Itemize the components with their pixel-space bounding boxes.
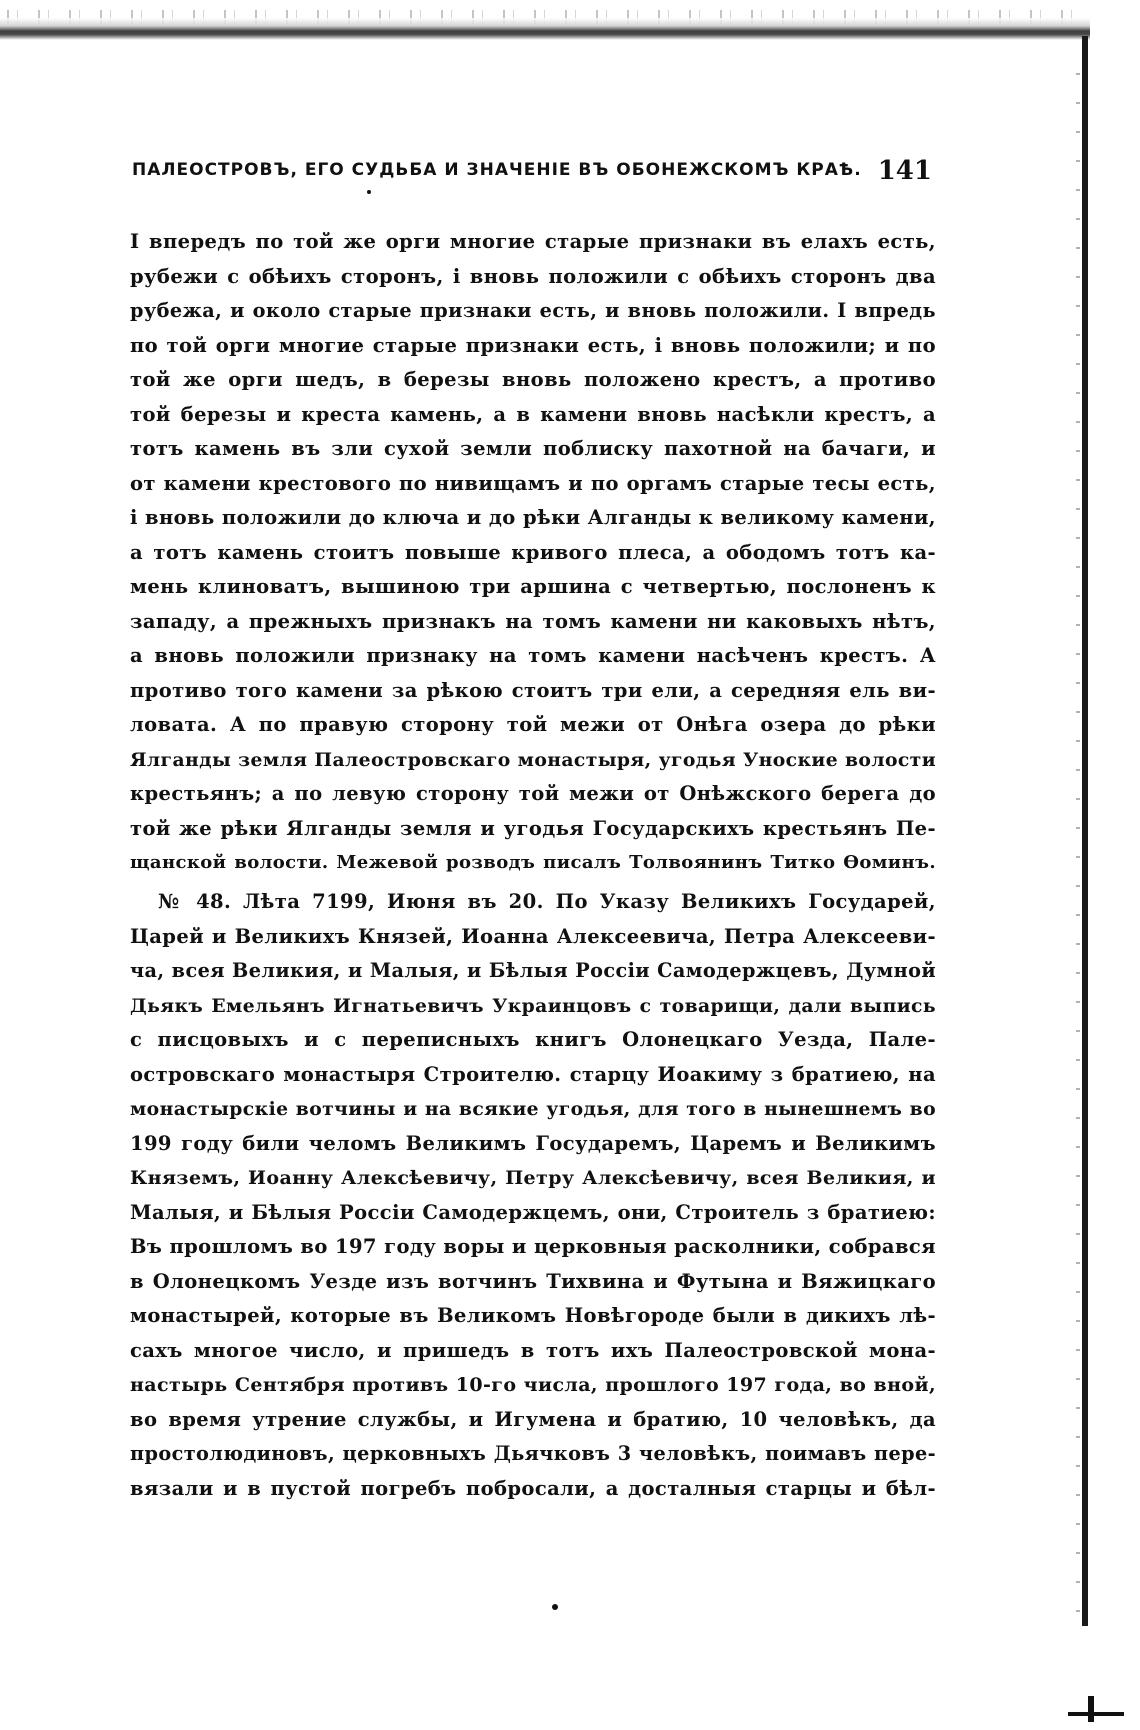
paragraph-document-48 <box>130 885 936 1506</box>
text-line: Въ прошломъ во 197 году воры и церковныя расколники, собрався <box>130 1235 936 1258</box>
scan-corner-mark <box>1068 1694 1124 1724</box>
text-line: Ялганды земля Палеостровскаго монастыря, угодья Уноские волости <box>130 748 936 771</box>
text-line: во время утрение службы, и Игумена и братию, 10 человѣкъ, да <box>130 1407 936 1431</box>
stray-ink-dot <box>552 1604 558 1610</box>
paragraph-boundary-description <box>130 225 936 881</box>
text-line: Царей и Великихъ Князей, Иоанна Алексеевича, Петра Алексееви- <box>130 924 936 948</box>
text-line: щанской волости. Межевой розводъ писалъ Толвоянинъ Титко Ѳоминъ. <box>130 852 936 873</box>
text-line: той же орги шедъ, в березы вновь положено крестъ, а противо <box>130 368 936 391</box>
text-line: в Олонецкомъ Уезде изъ вотчинъ Тихвина и Футына и Вяжицкаго <box>130 1269 936 1293</box>
scan-top-edge <box>0 18 1090 40</box>
text-line: рубежи с обѣихъ сторонъ, і вновь положили с обѣихъ сторонъ два <box>130 264 936 288</box>
stray-ink-dot <box>367 190 371 194</box>
running-header <box>132 156 932 186</box>
text-line: противо того камени за рѣкою стоитъ три ели, а середняя ель ви- <box>130 678 936 702</box>
text-line: і вновь положили до ключа и до рѣки Алганды к великому камени, <box>130 506 936 529</box>
text-line: монастырскіе вотчины и на всякие угодья, для того в нынешнемъ во <box>130 1098 936 1120</box>
text-line: 199 году били челомъ Великимъ Государемъ, Царемъ и Великимъ <box>130 1131 936 1155</box>
page-number: 141 <box>877 156 932 186</box>
text-line: западу, а прежныхъ признакъ на томъ камени ни каковыхъ нѣтъ, <box>130 609 936 633</box>
text-line: крестьянъ; а по левую сторону той межи от Онѣжского берега до <box>130 782 936 805</box>
text-line: той березы и креста камень, а в камени вновь насѣкли крестъ, а <box>130 402 936 426</box>
running-title: ПАЛЕОСТРОВЪ, ЕГО СУДЬБА И ЗНАЧЕНІЕ ВЪ ОБОНЕЖСКОМЪ КРАѢ. <box>132 160 862 180</box>
text-line: с писцовыхъ и с переписныхъ книгъ Олонецкаго Уезда, Пале- <box>130 1028 936 1051</box>
text-line: а вновь положили признаку на томъ камени насѣченъ крестъ. А <box>130 644 936 667</box>
text-line: ча, всея Великия, и Малыя, и Бѣлыя Россіи Самодержцевъ, Думной <box>130 959 936 982</box>
text-line: І впередъ по той же орги многие старые признаки въ елахъ есть, <box>130 230 936 253</box>
text-line: тотъ камень въ зли сухой земли поблиску пахотной на бачаги, и <box>130 437 936 460</box>
text-line: Малыя, и Бѣлыя Россіи Самодержцемъ, они, Строитель з братиею: <box>130 1200 936 1224</box>
text-line: настырь Сентября противъ 10-го числа, прошлого 197 года, во вной, <box>130 1374 936 1396</box>
text-line: Дьякъ Емельянъ Игнатьевичъ Украинцовъ с товарищи, дали выпись <box>130 994 936 1017</box>
text-line: Княземъ, Иоанну Алексѣевичу, Петру Алексѣевичу, всея Великия, и <box>130 1167 936 1189</box>
text-line: ловата. А по правую сторону той межи от Онѣга озера до рѣки <box>130 713 936 736</box>
text-line: № 48. Лѣта 7199, Июня въ 20. По Указу Великихъ Государей, <box>158 890 936 913</box>
scan-right-edge <box>1082 36 1088 1626</box>
text-line: по той орги многие старые признаки есть, і вновь положили; и по <box>130 333 936 357</box>
text-line: а тотъ камень стоитъ повыше кривого плеса, а ободомъ тотъ ка- <box>130 540 936 564</box>
text-line: той же рѣки Ялганды земля и угодья Государскихъ крестьянъ Пе- <box>130 816 936 840</box>
text-line: монастырей, которые въ Великомъ Новѣгороде были в дикихъ лѣ- <box>130 1304 936 1327</box>
text-line: простолюдиновъ, церковныхъ Дьячковъ 3 человѣкъ, поимавъ пере- <box>130 1442 936 1465</box>
text-line: от камени крестового по нивищамъ и по оргамъ старые тесы есть, <box>130 471 936 495</box>
scan-right-edge-noise <box>1076 60 1080 1620</box>
text-line: вязали и в пустой погребъ побросали, а досталныя старцы и бѣл- <box>130 1476 936 1500</box>
text-line: сахъ многое число, и пришедъ в тотъ ихъ Палеостровской мона- <box>130 1338 936 1362</box>
text-line: рубежа, и около старые признаки есть, и вновь положили. І впредь <box>130 299 936 322</box>
text-line: мень клиноватъ, вышиною три аршина с четвертью, послоненъ к <box>130 575 936 598</box>
text-line: островскаго монастыря Строителю. старцу Иоакиму з братиею, на <box>130 1062 936 1086</box>
